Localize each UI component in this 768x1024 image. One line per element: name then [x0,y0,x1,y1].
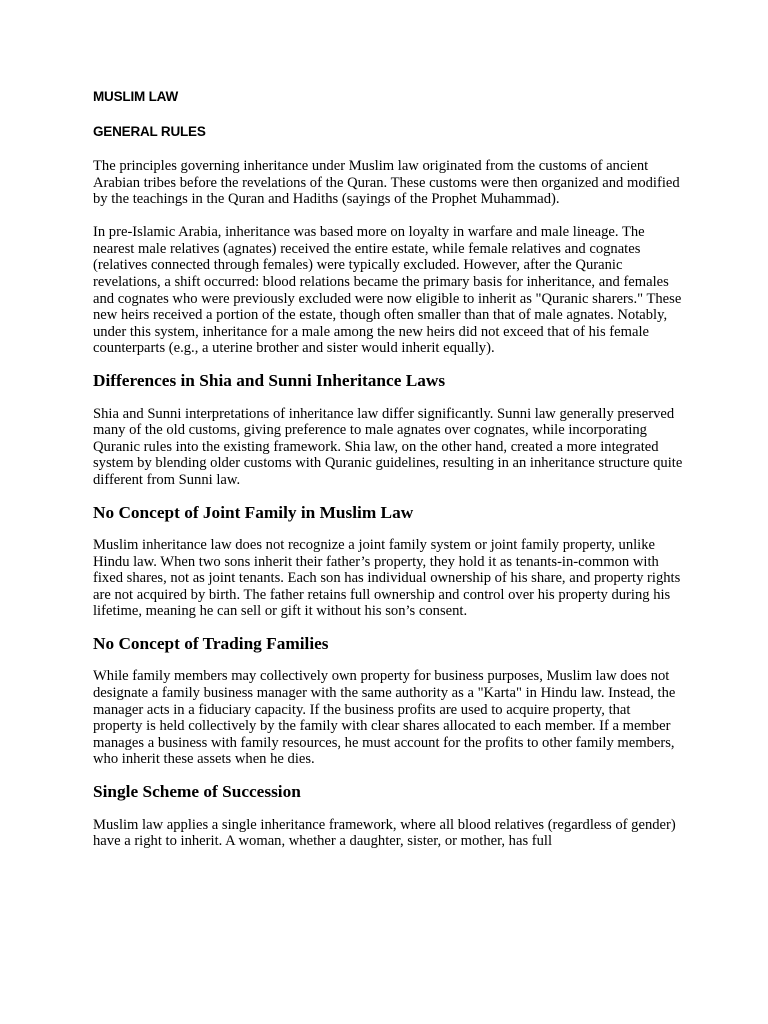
section-body-trading-families: While family members may collectively own property for business purposes, Muslim law does not designate a family business manager with the same authority as a "Karta" in Hindu law. Instead, the manager acts in a fiduciary capacity. If the business profits are used to acquire property, that property is held collectively by the family with clear shares allocated to each member. If a member manages a business with family resources, he must account for the profits to other family members, who inherit these assets when he dies. [93,668,676,768]
intro-paragraph-1: The principles governing inheritance under Muslim law originated from the customs of ancient Arabian tribes before the revelations of the Quran. These customs were then organized and modified by the teachings in the Quran and Hadiths (sayings of the Prophet Muhammad). [93,158,680,208]
section-heading-joint-family: No Concept of Joint Family in Muslim Law [93,502,414,522]
section-body-joint-family: Muslim inheritance law does not recognize a joint family system or joint family property, unlike Hindu law. When two sons inherit their father’s property, they hold it as tenants-in-common with fixed shares, not as joint tenants. Each son has individual ownership of his share, and property rights are not acquired by birth. The father retains full ownership and control over his property during his lifetime, meaning he can sell or gift it without his son’s consent. [93,537,681,620]
section-heading-shia-sunni: Differences in Shia and Sunni Inheritance Laws [93,371,446,391]
general-rules-heading: GENERAL RULES [93,124,206,139]
intro-paragraph-2: In pre-Islamic Arabia, inheritance was based more on loyalty in warfare and male lineage. The nearest male relatives (agnates) received the entire estate, while female relatives and cognates (relatives connected through females) were typically excluded. However, after the Quranic revelations, a shift occurred: blood relations became the primary basis for inheritance, and females and cognates who were previously excluded were now eligible to inherit as "Quranic sharers." These new heirs received a portion of the estate, though often smaller than that of male agnates. Notably, under this system, inheritance for a male among the new heirs did not exceed that of his female counterparts (e.g., a uterine brother and sister would inherit equally). [93,224,682,357]
document-title: MUSLIM LAW [93,89,178,104]
section-body-single-scheme: Muslim law applies a single inheritance framework, where all blood relatives (regardless of gender) have a right to inherit. A woman, whether a daughter, sister, or mother, has full [93,816,676,850]
section-heading-single-scheme: Single Scheme of Succession [93,782,301,802]
section-heading-trading-families: No Concept of Trading Families [93,633,329,653]
section-body-shia-sunni: Shia and Sunni interpretations of inheritance law differ significantly. Sunni law generally preserved many of the old customs, giving preference to male agnates over cognates, while incorporating Quranic rules into the existing framework. Shia law, on the other hand, created a more integrated system by blending older customs with Quranic guidelines, resulting in an inheritance structure quite different from Sunni law. [93,405,683,488]
document-page [93,88,683,850]
